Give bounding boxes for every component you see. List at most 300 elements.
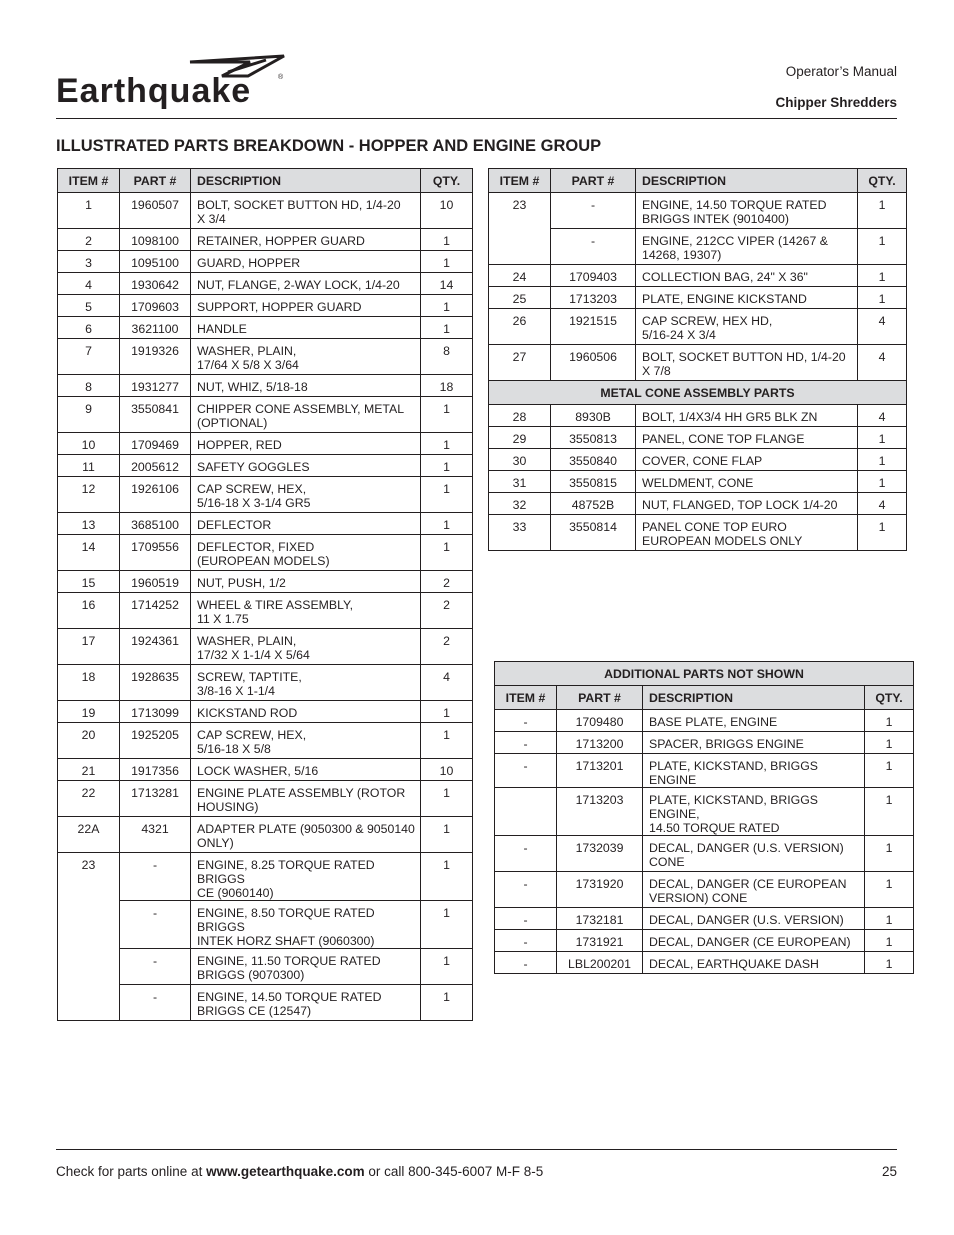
cell-description [636,405,858,427]
description-line: HOUSING) [197,800,259,814]
table-row [495,872,914,908]
description-line: ENGINE, 11.50 TORQUE RATED [197,954,381,968]
footer-website-link[interactable]: www.getearthquake.com [206,1164,365,1179]
cell-description [191,455,421,477]
description-line: CAP SCREW, HEX, [197,482,307,496]
description-line: NUT, PUSH, 1/2 [197,576,286,590]
table-row [489,471,907,493]
cell-qty: 1 [421,455,473,477]
cell-part: 3550840 [551,449,636,471]
table-body [489,405,907,551]
cell-item: - [495,908,557,930]
cell-description [191,295,421,317]
description-line: 5/16-18 X 5/8 [197,742,271,756]
cell-qty: 1 [858,427,907,449]
cell-part: 3621100 [120,317,191,339]
cell-part: - [120,949,191,985]
cell-item: 29 [489,427,551,449]
cell-part: 1709403 [551,265,636,287]
table-row [58,817,473,853]
cell-qty: 1 [865,952,914,974]
cell-description [636,193,858,229]
description-line: NUT, WHIZ, 5/18-18 [197,380,308,394]
cell-part: 1917356 [120,759,191,781]
cell-qty: 14 [421,273,473,295]
additional-parts-title: ADDITIONAL PARTS NOT SHOWN [495,662,914,686]
cell-item: 23 [58,853,120,1021]
cell-qty: 1 [421,229,473,251]
cell-description [191,193,421,229]
cell-item: 23 [489,193,551,265]
cell-item: 13 [58,513,120,535]
cell-item: 5 [58,295,120,317]
table-row [58,593,473,629]
cell-item: 26 [489,309,551,345]
cell-description [636,309,858,345]
cell-qty: 1 [865,930,914,952]
description-line: 11 X 1.75 [197,612,249,626]
description-line: X 3/4 [197,212,226,226]
description-line: ENGINE, 212CC VIPER (14267 & [642,234,828,248]
table-row [495,908,914,930]
cell-part: 3550813 [551,427,636,449]
cell-qty: 4 [421,665,473,701]
footer-text [56,1164,543,1179]
cell-description [636,229,858,265]
table-row [489,405,907,427]
cell-description [191,701,421,723]
table-row [495,952,914,974]
description-line: 5/16-24 X 3/4 [642,328,716,342]
description-line: BOLT, SOCKET BUTTON HD, 1/4-20 [197,198,401,212]
description-line: ENGINE PLATE ASSEMBLY (ROTOR [197,786,406,800]
col-header-part: PART # [557,686,643,710]
cell-qty: 10 [421,193,473,229]
cell-part: 1713203 [551,287,636,309]
section-header-row [489,381,907,405]
cell-description [191,817,421,853]
table-row [58,759,473,781]
col-header-description: DESCRIPTION [191,169,421,193]
cell-qty: 1 [421,723,473,759]
footer-suffix: or call 800-345-6007 M-F 8-5 [364,1164,544,1179]
col-header-part: PART # [551,169,636,193]
table-row [58,781,473,817]
cell-qty: 1 [421,535,473,571]
description-line: RETAINER, HOPPER GUARD [197,234,365,248]
description-line: WHEEL & TIRE ASSEMBLY, [197,598,354,612]
table-row [58,397,473,433]
logo-registered-mark: ® [278,74,284,81]
cell-description [191,433,421,455]
description-line: GUARD, HOPPER [197,256,301,270]
col-header-description: DESCRIPTION [643,686,865,710]
description-line: DECAL, EARTHQUAKE DASH [649,957,819,971]
cell-description [636,515,858,551]
cell-description [643,754,865,788]
description-line: KICKSTAND ROD [197,706,298,720]
cell-item: 2 [58,229,120,251]
cell-qty: 4 [858,493,907,515]
cell-item: 7 [58,339,120,375]
cell-description [643,952,865,974]
description-line: ENGINE, 8.25 TORQUE RATED BRIGGS [197,858,375,886]
table-row [489,265,907,287]
cell-part: 1731921 [557,930,643,952]
cell-description [191,229,421,251]
cell-qty: 8 [421,339,473,375]
cell-description [191,593,421,629]
cell-description [191,375,421,397]
cell-item: 16 [58,593,120,629]
header-product-label: Chipper Shredders [775,95,897,110]
description-line: X 7/8 [642,364,671,378]
cell-description [643,872,865,908]
cell-part: 2005612 [120,455,191,477]
table-row [489,515,907,551]
cell-qty: 4 [858,345,907,381]
table-row [495,788,914,836]
cell-description [191,759,421,781]
cell-description [191,723,421,759]
cell-part: 3685100 [120,513,191,535]
col-header-item: ITEM # [58,169,120,193]
cell-part: 1960507 [120,193,191,229]
footer-prefix: Check for parts online at [56,1164,207,1179]
cell-part: LBL200201 [557,952,643,974]
cell-part: 1713281 [120,781,191,817]
table-row [489,287,907,309]
description-line: SAFETY GOGGLES [197,460,310,474]
cell-part: 1713203 [557,788,643,836]
table-row [489,345,907,381]
cell-part: 4321 [120,817,191,853]
table-row [58,193,473,229]
table-row [58,317,473,339]
page-number: 25 [881,1164,897,1179]
table-row [489,493,907,515]
description-line: HANDLE [197,322,247,336]
parts-table-secondary [488,168,907,551]
table-row [495,732,914,754]
col-header-item: ITEM # [495,686,557,710]
description-line: INTEK HORZ SHAFT (9060300) [197,934,375,948]
cell-qty: 1 [421,397,473,433]
cell-qty: 1 [421,985,473,1021]
cell-description [636,427,858,449]
cell-item: 10 [58,433,120,455]
cell-part: 3550841 [120,397,191,433]
col-header-qty: QTY. [858,169,907,193]
description-line: WASHER, PLAIN, [197,634,297,648]
table-row [58,701,473,723]
cell-part: 1926106 [120,477,191,513]
description-line: EUROPEAN MODELS ONLY [642,534,803,548]
cell-part: 1713201 [557,754,643,788]
cell-description [191,985,421,1021]
cell-description [643,908,865,930]
cell-qty: 1 [858,471,907,493]
cell-item: 14 [58,535,120,571]
table-header-row [495,686,914,710]
cell-part: 1924361 [120,629,191,665]
cell-qty: 2 [421,593,473,629]
cell-item: 31 [489,471,551,493]
description-line: (OPTIONAL) [197,416,268,430]
description-line: ONLY) [197,836,234,850]
description-line: DECAL, DANGER (CE EUROPEAN [649,877,847,891]
cell-item: 28 [489,405,551,427]
cell-part: 1931277 [120,375,191,397]
description-line: CONE [649,855,685,869]
description-line: 14.50 TORQUE RATED [649,821,780,835]
cell-description [636,449,858,471]
footer-divider [56,1149,897,1150]
table-row [58,665,473,701]
parts-table-main [57,168,473,1021]
description-line: DEFLECTOR, FIXED [197,540,315,554]
cell-part: 1713200 [557,732,643,754]
cell-item: - [495,710,557,732]
description-line: PLATE, ENGINE KICKSTAND [642,292,807,306]
cell-qty: 2 [421,629,473,665]
table-row [489,449,907,471]
cell-item: 8 [58,375,120,397]
metal-cone-section-title: METAL CONE ASSEMBLY PARTS [489,381,907,405]
cell-part: - [551,193,636,229]
table-row [58,723,473,759]
cell-item: 30 [489,449,551,471]
cell-qty: 18 [421,375,473,397]
description-line: (EUROPEAN MODELS) [197,554,330,568]
cell-description [191,397,421,433]
table-row [58,251,473,273]
cell-description [191,901,421,949]
description-line: CE (9060140) [197,886,274,900]
table-row [58,455,473,477]
col-header-qty: QTY. [421,169,473,193]
header-divider [56,118,897,119]
cell-part: 8930B [551,405,636,427]
cell-description [191,571,421,593]
cell-part: 1731920 [557,872,643,908]
cell-description [191,513,421,535]
cell-part: 1714252 [120,593,191,629]
table-row [58,853,473,901]
description-line: NUT, FLANGE, 2-WAY LOCK, 1/4-20 [197,278,400,292]
metal-cone-section [489,381,907,405]
page-title: ILLUSTRATED PARTS BREAKDOWN - HOPPER AND ENGINE GROUP [56,137,602,155]
cell-qty: 1 [865,710,914,732]
table-row [58,229,473,251]
cell-qty: 2 [421,571,473,593]
col-header-qty: QTY. [865,686,914,710]
table-row [58,273,473,295]
section-header-row [495,662,914,686]
cell-description [191,339,421,375]
col-header-item: ITEM # [489,169,551,193]
table-row [495,930,914,952]
cell-item: 25 [489,287,551,309]
table-row [489,309,907,345]
cell-description [191,251,421,273]
cell-item: 32 [489,493,551,515]
cell-description [191,665,421,701]
description-line: 5/16-18 X 3-1/4 GR5 [197,496,311,510]
description-line: ENGINE, 8.50 TORQUE RATED BRIGGS [197,906,375,934]
cell-qty: 1 [421,781,473,817]
description-line: 14268, 19307) [642,248,722,262]
cell-item: - [495,930,557,952]
cell-part: 1709480 [557,710,643,732]
cell-item: 20 [58,723,120,759]
description-line: CHIPPER CONE ASSEMBLY, METAL [197,402,405,416]
table-body [489,193,907,381]
table-row [58,901,473,949]
table-row [58,535,473,571]
cell-description [191,629,421,665]
cell-part: - [551,229,636,265]
cell-description [191,781,421,817]
description-line: PANEL, CONE TOP FLANGE [642,432,805,446]
cell-qty: 1 [421,433,473,455]
cell-item: - [495,952,557,974]
cell-part: 1930642 [120,273,191,295]
cell-description [191,949,421,985]
cell-part: 3550815 [551,471,636,493]
description-line: DECAL, DANGER (U.S. VERSION) [649,841,844,855]
cell-qty: 1 [421,949,473,985]
description-line: CAP SCREW, HEX, [197,728,307,742]
cell-part: 1709603 [120,295,191,317]
description-line: 3/8-16 X 1-1/4 [197,684,275,698]
table-row [489,427,907,449]
cell-item: - [495,732,557,754]
cell-part: 1960506 [551,345,636,381]
cell-item: 4 [58,273,120,295]
description-line: PLATE, KICKSTAND, BRIGGS ENGINE [649,759,819,787]
table-body [495,710,914,974]
table-row [495,836,914,872]
cell-description [191,535,421,571]
description-line: BRIGGS CE (12547) [197,1004,312,1018]
cell-item: - [495,754,557,788]
cell-item: - [495,836,557,872]
table-row [58,477,473,513]
table-row [58,433,473,455]
table-row [58,295,473,317]
table-row [489,193,907,229]
cell-part: 1098100 [120,229,191,251]
description-line: BOLT, 1/4X3/4 HH GR5 BLK ZN [642,410,818,424]
table-row [58,339,473,375]
cell-description [191,853,421,901]
cell-item: 6 [58,317,120,339]
cell-part: 1713099 [120,701,191,723]
cell-item: 11 [58,455,120,477]
cell-qty: 1 [421,701,473,723]
table-row [495,754,914,788]
description-line: ADAPTER PLATE (9050300 & 9050140 [197,822,415,836]
cell-part: 1921515 [551,309,636,345]
description-line: BRIGGS INTEK (9010400) [642,212,789,226]
description-line: NUT, FLANGED, TOP LOCK 1/4-20 [642,498,838,512]
cell-qty: 1 [421,317,473,339]
additional-parts-table [494,661,914,974]
cell-qty: 1 [421,817,473,853]
cell-item: - [495,872,557,908]
cell-qty: 1 [421,477,473,513]
cell-part: 1925205 [120,723,191,759]
table-row [58,949,473,985]
cell-description [191,317,421,339]
cell-description [643,710,865,732]
cell-description [636,345,858,381]
description-line: COLLECTION BAG, 24" X 36" [642,270,808,284]
description-line: BOLT, SOCKET BUTTON HD, 1/4-20 [642,350,846,364]
cell-part: - [120,985,191,1021]
cell-qty: 1 [865,836,914,872]
description-line: 17/64 X 5/8 X 3/64 [197,358,299,372]
table-row [58,513,473,535]
cell-qty: 10 [421,759,473,781]
col-header-description: DESCRIPTION [636,169,858,193]
table-header-row [58,169,473,193]
cell-item: 17 [58,629,120,665]
description-line: ENGINE, 14.50 TORQUE RATED [642,198,827,212]
description-line: COVER, CONE FLAP [642,454,763,468]
cell-part: 1732039 [557,836,643,872]
table-row [495,710,914,732]
cell-part: 1919326 [120,339,191,375]
cell-item: 3 [58,251,120,273]
description-line: SCREW, TAPTITE, [197,670,302,684]
cell-qty: 1 [421,513,473,535]
table-row [489,229,907,265]
cell-item: 19 [58,701,120,723]
cell-part: 48752B [551,493,636,515]
table-row [58,985,473,1021]
cell-item: 12 [58,477,120,513]
description-line: DECAL, DANGER (CE EUROPEAN) [649,935,851,949]
cell-part: 1709556 [120,535,191,571]
cell-description [191,477,421,513]
description-line: SPACER, BRIGGS ENGINE [649,737,804,751]
cell-part: - [120,901,191,949]
cell-item: 15 [58,571,120,593]
cell-item: 18 [58,665,120,701]
cell-description [636,493,858,515]
cell-item: 24 [489,265,551,287]
cell-description [636,471,858,493]
cell-description [636,265,858,287]
cell-qty: 1 [858,193,907,229]
description-line: DEFLECTOR [197,518,272,532]
cell-qty: 1 [858,515,907,551]
description-line: VERSION) CONE [649,891,748,905]
description-line: LOCK WASHER, 5/16 [197,764,319,778]
description-line: PLATE, KICKSTAND, BRIGGS ENGINE, [649,793,819,821]
logo-text: Earthquake [56,72,252,110]
cell-qty: 1 [421,901,473,949]
description-line: 17/32 X 1-1/4 X 5/64 [197,648,310,662]
cell-qty: 1 [858,265,907,287]
cell-part: - [120,853,191,901]
table-row [58,571,473,593]
cell-qty: 1 [865,788,914,836]
cell-part: 1095100 [120,251,191,273]
description-line: HOPPER, RED [197,438,282,452]
